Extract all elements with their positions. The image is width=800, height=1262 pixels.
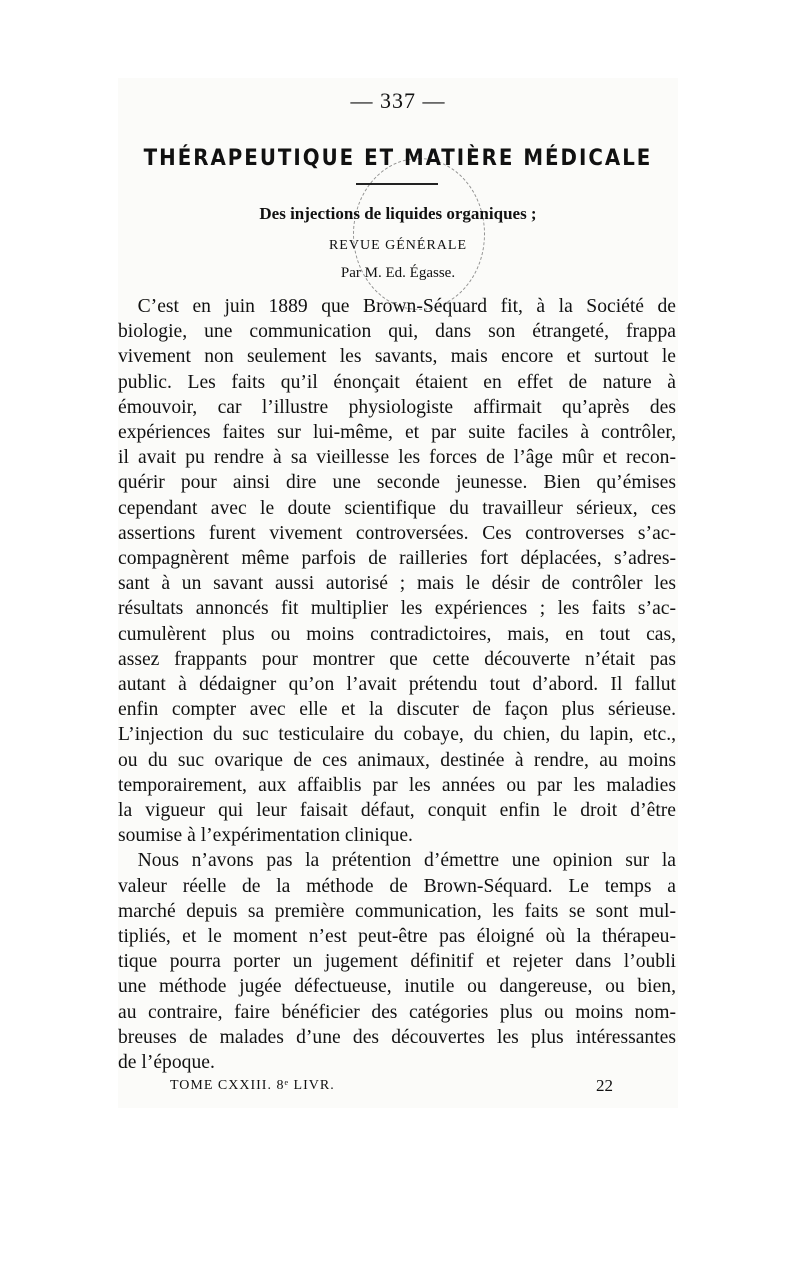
text-line: Nous n’avons pas la prétention d’émettre une opinion sur la [118,850,676,872]
text-line: il avait pu rendre à sa vieillesse les forces de l’âge mûr et recon- [118,447,676,469]
article-body [118,294,676,1075]
text-line: cependant avec le doute scientifique du travailleur sérieux, ces [118,497,676,519]
title-rule [356,183,438,185]
article-title: Des injections de liquides organiques ; [259,204,537,223]
footer-volume: TOME CXXIII. 8ᵉ LIVR. [170,1078,335,1093]
page-number: — 337 — [350,88,446,113]
text-line: de l’époque. [118,1052,215,1074]
text-line: enfin compter avec elle et la discuter de façon plus sérieuse. [118,699,676,721]
text-line: temporairement, aux affaiblis par les années ou par les maladies [118,774,676,796]
text-line: ou du suc ovarique de ces animaux, destinée à rendre, au moins [118,749,676,771]
text-line: résultats annoncés fit multiplier les expériences ; les faits s’ac- [118,598,676,620]
text-line: au contraire, faire bénéficier des catégories plus ou moins nom- [118,1001,676,1023]
text-line: public. Les faits qu’il énonçait étaient en effet de nature à [118,371,676,393]
library-stamp [353,158,485,310]
text-line: L’injection du suc testiculaire du cobaye, du chien, du lapin, etc., [118,724,676,746]
text-line: breuses de malades d’une des découvertes les plus intéressantes [118,1026,676,1048]
text-line: tique pourra porter un jugement définitif et rejeter dans l’oubli [118,951,676,973]
text-line: marché depuis sa première communication, les faits se sont mul- [118,900,676,922]
text-line: une méthode jugée défectueuse, inutile ou dangereuse, ou bien, [118,976,676,998]
text-line: vivement non seulement les savants, mais encore et surtout le [118,346,676,368]
text-line: cumulèrent plus ou moins contradictoires, mais, en tout cas, [118,623,676,645]
book-page [118,78,678,1108]
text-line: valeur réelle de la méthode de Brown-Séquard. Le temps a [118,875,676,897]
text-line: quérir pour ainsi dire une seconde jeunesse. Bien qu’émises [118,472,676,494]
text-line: soumise à l’expérimentation clinique. [118,825,413,847]
text-line: la vigueur qui leur faisait défaut, conquit enfin le droit d’être [118,800,676,822]
text-line: expériences faites sur lui-même, et par suite faciles à contrôler, [118,422,676,444]
article-author: Par M. Ed. Égasse. [340,265,456,281]
text-line: C’est en juin 1889 que Brown-Séquard fit, à la Société de [118,296,676,317]
text-line: compagnèrent même parfois de railleries fort déplacées, s’adres- [118,548,676,570]
text-line: tipliés, et le moment n’est peut-être pas éloigné où la thérapeu- [118,926,676,948]
text-line: sant à un savant aussi autorisé ; mais le désir de contrôler les [118,573,676,595]
text-line: assez frappants pour montrer que cette découverte n’était pas [118,648,676,670]
text-line: biologie, une communication qui, dans son étrangeté, frappa [118,321,676,343]
text-line: assertions furent vivement controversées. Ces controverses s’ac- [118,522,676,544]
text-line: émouvoir, car l’illustre physiologiste affirmait qu’après des [118,396,676,418]
footer-signature-number: 22 [596,1076,613,1095]
text-line: autant à dédaigner qu’on l’avait prétendu tout d’abord. Il fallut [118,674,676,696]
article-source: REVUE GÉNÉRALE [328,238,468,253]
section-title: THÉRAPEUTIQUE ET MATIÈRE MÉDICALE [143,146,653,171]
